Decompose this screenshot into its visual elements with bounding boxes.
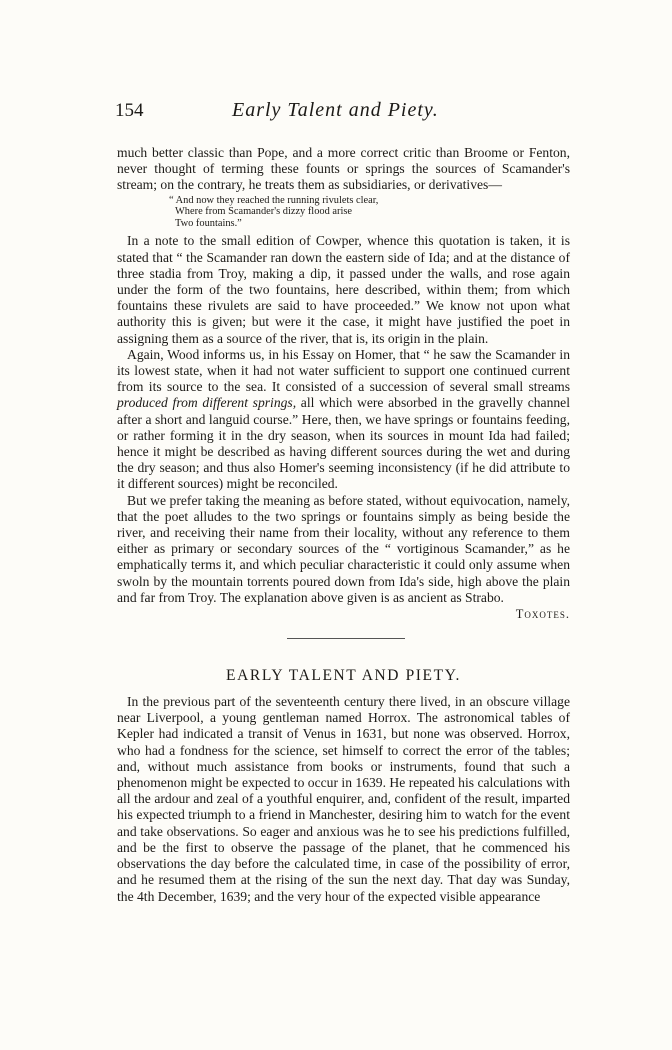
paragraph-continuation: much better classic than Pope, and a more correct critic than Broome or Fenton, never thought of terming these founts or springs the sources of Scamander's stream; on the contrary, he treats them as subsidiaries, or derivatives— xyxy=(117,145,570,193)
section-title: EARLY TALENT AND PIETY. xyxy=(226,667,461,685)
verse-line: “ And now they reached the running rivulets clear, xyxy=(169,194,379,206)
author-signature: Toxotes. xyxy=(515,607,570,622)
verse-line: Where from Scamander's dizzy flood arise xyxy=(175,206,352,218)
italic-text: produced from different springs, xyxy=(117,395,297,411)
running-title: Early Talent and Piety. xyxy=(232,99,439,121)
page-body xyxy=(117,145,570,905)
paragraph: In the previous part of the seventeenth century there lived, in an obscure village near Liverpool, a young gentleman named Horrox. The astronomical tables of Kepler had indicated a transit of Venus in 1631, but none was observed. Horrox, who had a fondness for the science, set himself to correct the error of the tables; and, without much assistance from books or instruments, found that such a phenomenon might be expected to occur in 1639. He repeated his calculations with all the ardour and zeal of a youthful enquirer, and, confident of the result, imparted his expected triumph to a friend in Manchester, desiring him to watch for the event and take observations. So eager and anxious was he to see his predictions fulfilled, and be the first to observe the passage of the planet, that he commenced his observations the day before the calculated time, in case of the possibility of error, and he resumed them at the rising of the sun the next day. That day was Sunday, the 4th December, 1639; and the very hour of the expected visible appearance xyxy=(117,694,570,904)
page-number: 154 xyxy=(115,100,144,121)
divider-rule xyxy=(287,638,405,639)
page-header xyxy=(115,100,570,128)
paragraph xyxy=(117,347,570,493)
paragraph: In a note to the small edition of Cowper, whence this quotation is taken, it is stated that “ the Scamander ran down the eastern side of Ida; and at the distance of three stadia from Troy, making a dip, it passed under the walls, and rose again under the form of the two fountains, here described, within them; from which fountains these rivulets are said to have proceeded.” We know not upon what authority this is given; but were it the case, it might have justified the poet in assigning them as a source of the river, that is, its origin in the plain. xyxy=(117,233,570,346)
section-divider xyxy=(117,622,570,656)
paragraph-text: Again, Wood informs us, in his Essay on Homer, that “ he saw the Scamander in its lowest state, when it had not water sufficient to support one continued current from its source to the sea. It consisted of a succession of several small streams xyxy=(117,346,570,395)
verse-quotation xyxy=(169,195,570,230)
paragraph: But we prefer taking the meaning as before stated, without equivocation, namely, that the poet alludes to the two springs or fountains simply as being beside the river, and receiving their name from their locality, without any reference to them either as primary or secondary sources of the “ vortiginous Scamander,” as he emphatically terms it, and which peculiar characteristic it could only assume when swoln by the mountain torrents poured down from Ida's side, high above the plain and far from Troy. The explanation above given is as ancient as Strabo. xyxy=(117,492,570,605)
paragraph-text: all which were absorbed in the gravelly channel after a short and languid course.” Here, then, we have springs or fountains feeding, or rather forming it in the dry season, when its sources in mount Ida had failed; hence it might be described as having different sources during the wet and during the dry season; and thus also Homer's seeming inconsistency (if he did attribute to it different sources) might be reconciled. xyxy=(117,395,570,492)
verse-line: Two fountains.” xyxy=(175,217,242,229)
